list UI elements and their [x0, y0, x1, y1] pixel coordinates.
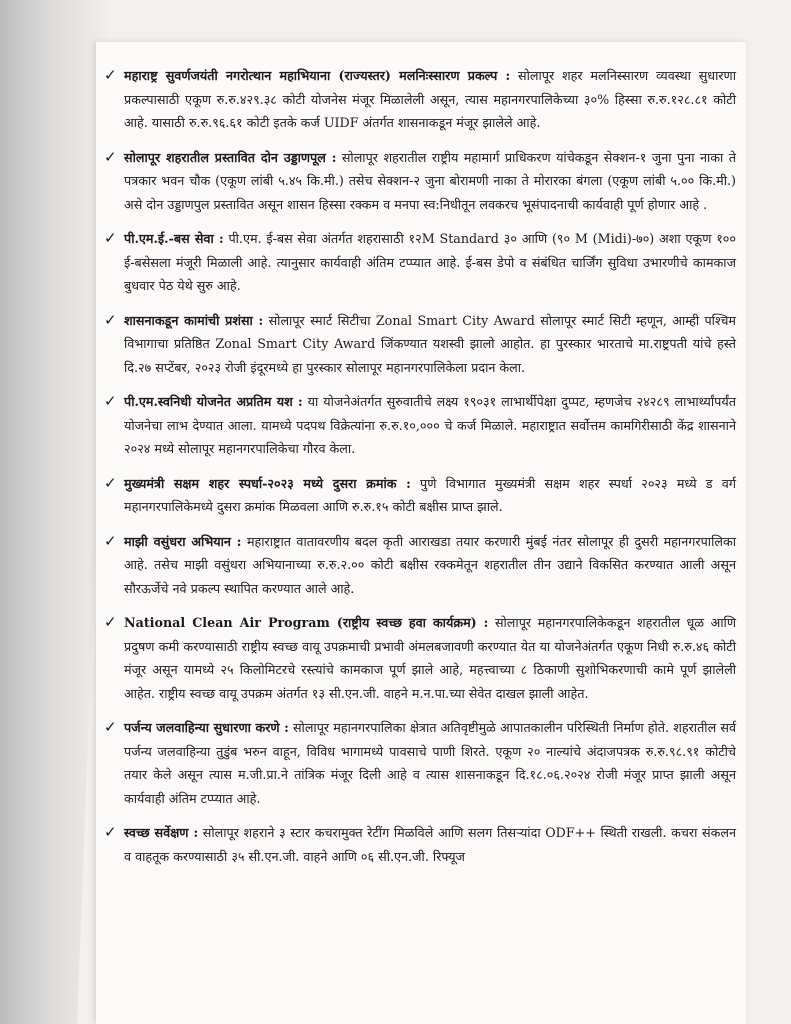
list-item	[96, 390, 736, 461]
list-item	[96, 146, 736, 217]
item-heading: National Clean Air Program (राष्ट्रीय स्वच्छ हवा कार्यक्रम) :	[124, 615, 489, 630]
item-text: पी.एम. ई-बस सेवा अंतर्गत शहरासाठी १२M Standard ३० आणि (९० M (Midi)-७०) अशा एकूण १०० ई-बसेसला मंजूरी मिळाली आहे. त्यानुसार कार्यवाही अंतिम टप्प्यात आहे. ई-बस डेपो व संबंधित चार्जिंग सुविधा उभारणीचे कामकाज बुधवार पेठ येथे सुरु आहे.	[124, 231, 736, 293]
item-text: सोलापूर महानगरपालिका क्षेत्रात अतिवृष्टीमुळे आपातकालीन परिस्थिती निर्माण होते. शहरातील सर्व पर्जन्य जलवाहिन्या तुडुंब भरुन वाहून, विविध भागामध्ये पावसाचे पाणी शिरते. एकूण २० नाल्यांचे अंदाजपत्रक रु.रु.९८.९१ कोटीचे तयार केले असून त्यास म.जी.प्रा.ने तांत्रिक मंजूर दिली आहे व त्यास शासनाकडून दि.१८.०६.२०२४ रोजी मंजूर प्राप्त झाली असून कार्यवाही अंतिम टप्प्यात आहे.	[124, 720, 736, 806]
item-heading: पर्जन्य जलवाहिन्या सुधारणा करणे :	[124, 720, 289, 735]
checkmark-icon: ✓	[104, 310, 117, 329]
checkmark-icon: ✓	[104, 147, 117, 166]
item-heading: शासनाकडून कामांची प्रशंसा :	[124, 312, 264, 328]
item-text: सोलापूर महानगरपालिकेकडून शहरातील धूळ आणि प्रदुषण कमी करण्यासाठी राष्ट्रीय स्वच्छ वायू उपक्रमाची प्रभावी अंमलबजावणी करण्यात येत या योजनेअंतर्गत एकूण निधी रु.रु.४६ कोटी मंजूर असून यामध्ये २५ किलोमिटरचे रस्त्यांचे कामकाज पूर्ण झाले आहे, महत्त्वाच्या ८ ठिकाणी सुशोभिकरणाची कामे पूर्ण झालेली आहेत. राष्ट्रीय स्वच्छ वायू उपक्रम अंतर्गत १३ सी.एन.जी. वाहने म.न.पा.च्या सेवेत दाखल झाली आहेत.	[124, 615, 736, 701]
item-text: पुणे विभागात मुख्यमंत्री सक्षम शहर स्पर्धा २०२३ मध्ये ड वर्ग महानगरपालिकेमध्ये दुसरा क्रमांक मिळवला आणि रु.रु.१५ कोटी बक्षीस प्राप्त झाले.	[124, 475, 736, 514]
item-text: सोलापूर शहर मलनिस्सारण व्यवस्था सुधारणा प्रकल्पासाठी एकूण रु.रु.४२९.३८ कोटी योजनेस मंजूर मिळालेली असून, त्यास महानगरपालिकेच्या ३०% हिस्सा रु.रु.१२८.८१ कोटी आहे. यासाठी रु.रु.९६.६१ कोटी इतके कर्ज UIDF अंतर्गत शासनाकडून मंजूर झालेले आहे.	[124, 68, 737, 130]
item-text: सोलापूर स्मार्ट सिटीचा Zonal Smart City Award सोलापूर स्मार्ट सिटी म्हणून, आम्ही पश्चिम विभागाचा प्रतिष्ठित Zonal Smart City Award जिंकण्यात यशस्वी झालो आहोत. हा पुरस्कार भारताचे मा.राष्ट्रपती यांचे हस्ते दि.२७ सप्टेंबर, २०२३ रोजी इंदूरमध्ये हा पुरस्कार सोलापूर महानगरपालिकेला प्रदान केला.	[124, 312, 737, 375]
item-text: महाराष्ट्रात वातावरणीय बदल कृती आराखडा तयार करणारी मुंबई नंतर सोलापूर ही दुसरी महानगरपालिका आहे. तसेच माझी वसुंधरा अभियानाच्या रु.रु.२.०० कोटी बक्षीस रक्कमेतून शहरातील तीन उद्याने विकसित करण्यात आली असून सौरऊर्जेचे नवे प्रकल्प स्थापित करण्यात आले आहे.	[124, 533, 736, 596]
item-heading: स्वच्छ सर्वेक्षण :	[124, 825, 199, 840]
checkmark-icon: ✓	[104, 66, 117, 84]
list-item	[96, 611, 736, 705]
item-text: या योजनेअंतर्गत सुरुवातीचे लक्ष्य १९०३१ लाभार्थीपेक्षा दुप्पट, म्हणजेच २४२८९ लाभार्थ्यांपर्यंत योजनेचा लाभ देण्यात आला. यामध्ये पदपथ विक्रेत्यांना रु.रु.१०,००० चे कर्ज मिळाले. महाराष्ट्रात सर्वोत्तम कामगिरीसाठी केंद्र शासनाने २०२४ मध्ये सोलापूर महानगरपालिकेचा गौरव केला.	[124, 394, 736, 456]
list-item	[96, 64, 736, 135]
list-item	[96, 716, 736, 810]
list-item	[96, 530, 736, 601]
checkmark-icon: ✓	[104, 473, 117, 492]
checkmark-icon: ✓	[104, 823, 117, 841]
item-text: सोलापूर शहरातील राष्ट्रीय महामार्ग प्राधिकरण यांचेकडून सेक्शन-१ जुना पुना नाका ते पत्रकार भवन चौक (एकूण लांबी ५.४५ कि.मी.) तसेच सेक्शन-२ जुना बोरामणी नाका ते मोरारका बंगला (एकूण लांबी ५.०० कि.मी.) असे दोन उड्डाणपुल प्रस्तावित असून शासन हिस्सा रक्कम व मनपा स्व:निधीतून लवकरच भूसंपादनाची कार्यवाही पूर्ण होणार आहे .	[124, 149, 737, 212]
item-heading: मुख्यमंत्री सक्षम शहर स्पर्धा-२०२३ मध्ये दुसरा क्रमांक :	[124, 475, 411, 491]
scan-edge-shadow	[0, 0, 110, 1024]
list-item	[96, 309, 736, 380]
item-heading: पी.एम.स्वनिधी योजनेत अप्रतिम यश :	[124, 394, 303, 409]
item-text: सोलापूर शहराने ३ स्टार कचरामुक्त रेटींग मिळविले आणि सलग तिसऱ्यांदा ODF++ स्थिती राखली. कचरा संकलन व वाहतूक करण्यासाठी ३५ सी.एन.जी. वाहने आणि ०६ सी.एन.जी. रिफ्यूज	[124, 825, 736, 864]
item-heading: सोलापूर शहरातील प्रस्तावित दोन उड्डाणपूल :	[124, 149, 337, 165]
list-item	[96, 821, 736, 868]
checkmark-icon: ✓	[104, 531, 117, 550]
list-item	[96, 472, 736, 519]
item-heading: पी.एम.ई.-बस सेवा :	[124, 231, 224, 246]
document-page	[96, 42, 746, 1024]
achievements-list	[96, 64, 736, 879]
list-item	[96, 227, 736, 298]
item-heading: महाराष्ट्र सुवर्णजयंती नगरोत्थान महाभियाना (राज्यस्तर) मलनिःस्सारण प्रकल्प :	[124, 68, 511, 83]
checkmark-icon: ✓	[104, 613, 117, 631]
checkmark-icon: ✓	[104, 392, 117, 410]
item-heading: माझी वसुंधरा अभियान :	[124, 533, 242, 549]
checkmark-icon: ✓	[104, 718, 117, 736]
checkmark-icon: ✓	[104, 229, 117, 247]
